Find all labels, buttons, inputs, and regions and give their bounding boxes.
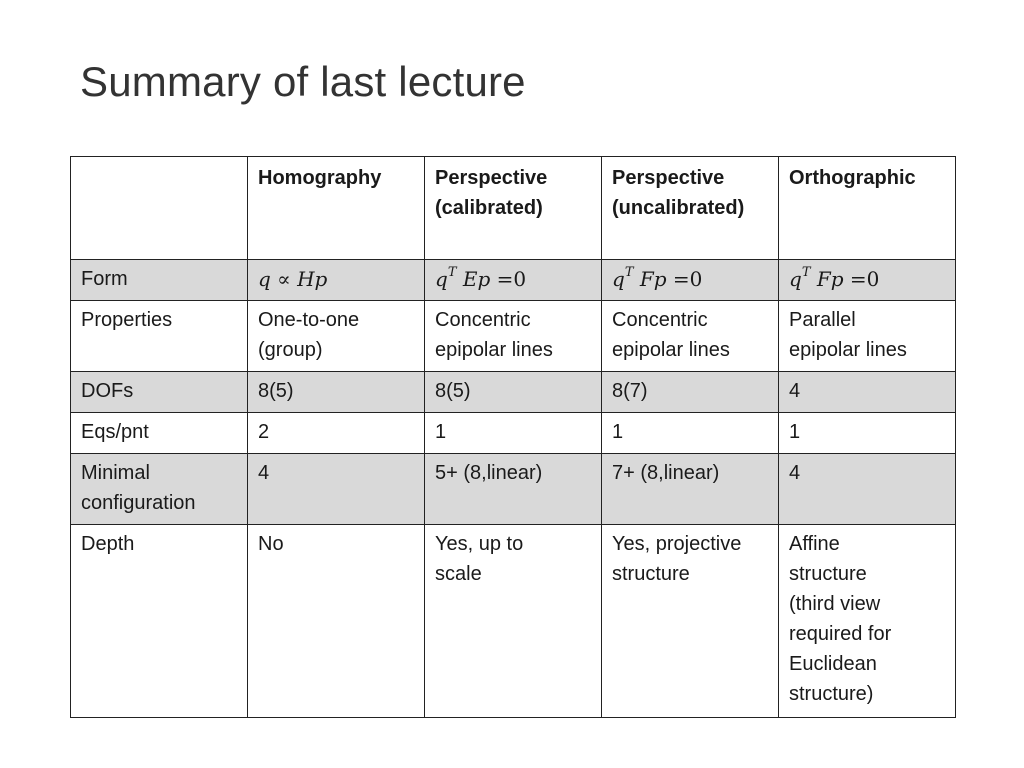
eqs-homography: 2 (248, 413, 425, 454)
formula-fp: Fp (639, 267, 667, 291)
summary-table (70, 156, 956, 718)
table-row-dofs (71, 372, 956, 413)
dofs-homography: 8(5) (248, 372, 425, 413)
row-label-depth: Depth (71, 525, 248, 718)
formula-equals-zero: =0 (849, 267, 880, 291)
table-row-properties (71, 301, 956, 372)
eqs-uncalibrated: 1 (602, 413, 779, 454)
formula-q: q (258, 267, 271, 291)
header-empty-cell (71, 157, 248, 260)
formula-transpose: T (447, 265, 457, 281)
formula-equals-zero: =0 (496, 267, 527, 291)
form-orthographic (779, 260, 956, 301)
minimal-uncalibrated: 7+ (8,linear) (602, 454, 779, 525)
minimal-homography: 4 (248, 454, 425, 525)
formula-transpose: T (624, 265, 634, 281)
properties-orthographic: Parallel epipolar lines (779, 301, 956, 372)
dofs-orthographic: 4 (779, 372, 956, 413)
properties-calibrated: Concentric epipolar lines (425, 301, 602, 372)
formula-transpose: T (801, 265, 811, 281)
row-label-minimal: Minimal configuration (71, 454, 248, 525)
table-row-form (71, 260, 956, 301)
properties-homography: One-to-one (group) (248, 301, 425, 372)
form-uncalibrated (602, 260, 779, 301)
formula-q: q (612, 267, 625, 291)
minimal-orthographic: 4 (779, 454, 956, 525)
form-homography (248, 260, 425, 301)
slide-title: Summary of last lecture (80, 58, 526, 105)
table-row-minimal-configuration (71, 454, 956, 525)
row-label-dofs: DOFs (71, 372, 248, 413)
depth-calibrated: Yes, up to scale (425, 525, 602, 718)
formula-equals-zero: =0 (672, 267, 703, 291)
table-row-depth (71, 525, 956, 718)
header-row (71, 157, 956, 260)
fundamental-formula (612, 267, 702, 291)
table-row-eqs-per-point (71, 413, 956, 454)
properties-uncalibrated: Concentric epipolar lines (602, 301, 779, 372)
row-label-form: Form (71, 260, 248, 301)
depth-orthographic: Affine structure (third view required for Euclidean structure) (779, 525, 956, 718)
formula-fp: Fp (816, 267, 844, 291)
eqs-calibrated: 1 (425, 413, 602, 454)
header-perspective-calibrated: Perspective (calibrated) (425, 157, 602, 260)
formula-hp: Hp (297, 267, 328, 291)
essential-formula (435, 267, 526, 291)
depth-uncalibrated: Yes, projective structure (602, 525, 779, 718)
formula-q: q (789, 267, 802, 291)
orthographic-formula (789, 267, 879, 291)
header-perspective-uncalibrated: Perspective (uncalibrated) (602, 157, 779, 260)
dofs-uncalibrated: 8(7) (602, 372, 779, 413)
formula-q: q (435, 267, 448, 291)
dofs-calibrated: 8(5) (425, 372, 602, 413)
form-calibrated (425, 260, 602, 301)
minimal-calibrated: 5+ (8,linear) (425, 454, 602, 525)
eqs-orthographic: 1 (779, 413, 956, 454)
header-homography: Homography (248, 157, 425, 260)
row-label-eqs: Eqs/pnt (71, 413, 248, 454)
proportional-symbol: ∝ (277, 267, 291, 291)
homography-formula (258, 267, 327, 291)
header-orthographic: Orthographic (779, 157, 956, 260)
row-label-properties: Properties (71, 301, 248, 372)
formula-ep: Ep (462, 267, 491, 291)
depth-homography: No (248, 525, 425, 718)
